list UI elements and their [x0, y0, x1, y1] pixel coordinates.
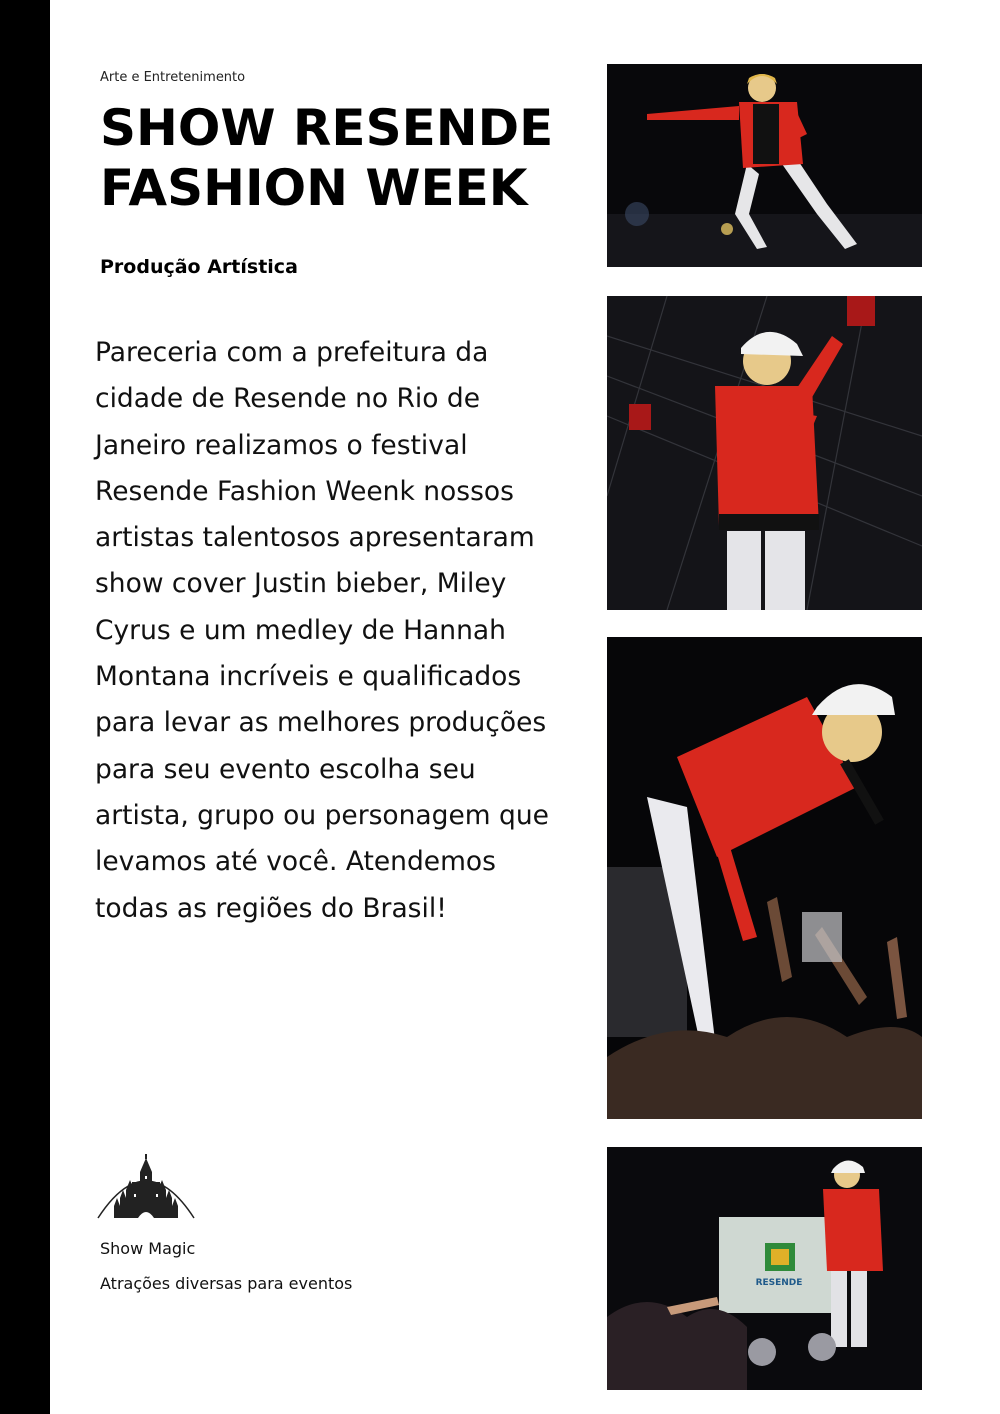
page-title: SHOW RESENDE FASHION WEEK [100, 99, 554, 217]
description-paragraph: Pareceria com a prefeitura da cidade de Resende no Rio de Janeiro realizamos o festival Resende Fashion Weenk nossos artistas talentosos apresentaram show cover Justin bieber, Miley Cyrus e um medley de Hannah Montana incríveis e qualificados para levar as melhores produções para seu evento escolha seu artista, grupo ou personagem que levamos até você. Atendemos todas as regiões do Brasil! [95, 337, 549, 924]
performer-photo-1 [607, 64, 922, 267]
page-subtitle: Produção Artística [100, 256, 298, 278]
performer-photo-2 [607, 296, 922, 610]
brand-tagline: Atrações diversas para eventos [100, 1274, 353, 1293]
performer-photo-4 [607, 1147, 922, 1390]
category-label: Arte e Entretenimento [100, 70, 246, 85]
castle-logo-icon [96, 1152, 196, 1222]
brand-name: Show Magic [100, 1239, 196, 1258]
screen-resende-label: RESENDE [755, 1278, 803, 1288]
performer-photo-3 [607, 637, 922, 1119]
left-black-bar [0, 0, 50, 1414]
